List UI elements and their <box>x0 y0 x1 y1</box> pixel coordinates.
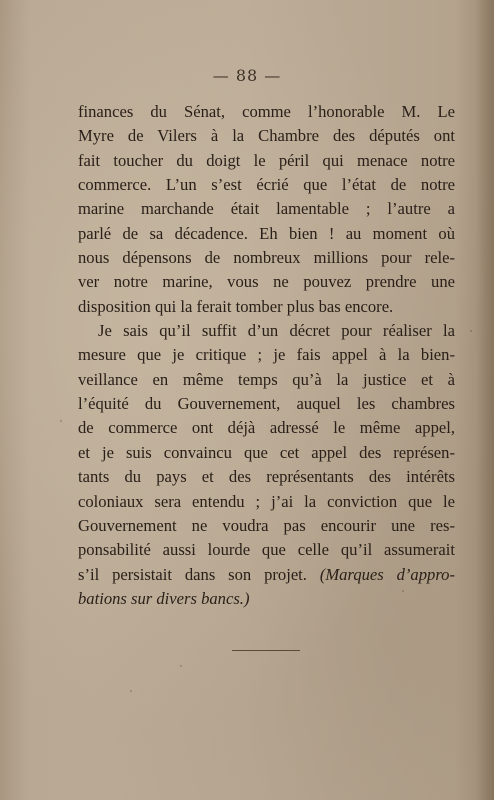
paper-speck <box>470 330 472 332</box>
text-line-with-italic <box>78 563 455 587</box>
text-line: marine marchande était lamentable ; l’autre a <box>78 199 455 219</box>
text-line: mesure que je critique ; je fais appel à la bien- <box>78 345 455 365</box>
page-edge-shadow <box>476 0 494 800</box>
text-line: parlé de sa décadence. Eh bien ! au moment où <box>78 223 455 243</box>
text-line: tants du pays et des représentants des intérêts <box>78 467 455 487</box>
text-line: Myre de Vilers à la Chambre des députés ont <box>78 126 455 146</box>
page-number: — 88 — <box>212 66 282 85</box>
paper-speck <box>180 665 182 667</box>
text-line: nous dépensons de nombreux millions pour rele- <box>78 248 455 268</box>
text-line: Gouvernement ne voudra pas encourir une res- <box>78 515 455 535</box>
text-line: l’équité du Gouvernement, auquel les chambres <box>78 394 455 414</box>
body-text <box>78 100 455 611</box>
closing-rule <box>232 650 300 651</box>
text-line: ver notre marine, vous ne pouvez prendre une <box>78 272 455 292</box>
italic-text-line: bations sur divers bancs.) <box>78 588 250 608</box>
text-line: disposition qui la ferait tomber plus bas encore. <box>78 296 394 316</box>
paper-speck <box>402 590 404 592</box>
text-segment: s’il persistait dans son projet. <box>78 564 320 584</box>
paper-speck <box>130 690 132 692</box>
text-line: ponsabilité aussi lourde que celle qu’il assumerait <box>78 540 455 560</box>
text-line: veillance en même temps qu’à la justice et à <box>78 369 455 389</box>
text-line: coloniaux sera entendu ; j’ai la conviction que le <box>78 491 455 511</box>
text-line: fait toucher du doigt le péril qui menace notre <box>78 150 455 170</box>
text-line: et je suis convaincu que cet appel des représen- <box>78 442 455 462</box>
text-line: de commerce ont déjà adressé le même appel, <box>78 418 455 438</box>
paragraph-start-line: Je sais qu’il suffit d’un décret pour réaliser la <box>98 321 455 341</box>
italic-text-segment: (Marques d’appro- <box>319 564 455 584</box>
text-line: finances du Sénat, comme l’honorable M. Le <box>78 102 455 121</box>
text-line: commerce. L’un s’est écrié que l’état de notre <box>78 175 455 195</box>
paper-speck <box>60 420 62 422</box>
